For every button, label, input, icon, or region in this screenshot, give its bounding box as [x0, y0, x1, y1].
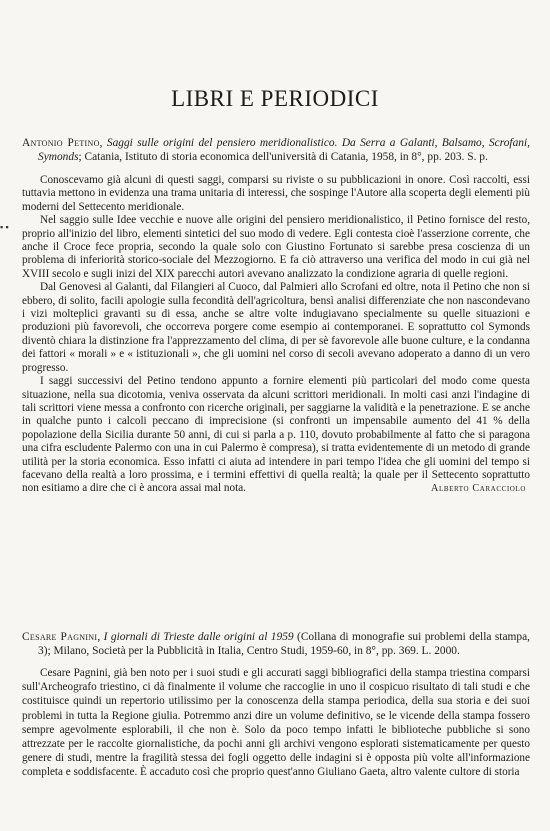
review-body: [22, 666, 530, 780]
review-paragraph: Nel saggio sulle Idee vecchie e nuove alle origini del pensiero meridionalistico, il Petino fornisce del resto, proprio all'inizio del libro, elementi sintetici del suo modo di vedere. Egli contesta cioè l'asserzione corrente, che anche il Croce fece propria, secondo la quale solo con Giustino Fortunato si sarebbe presa coscienza di un problema di inferiorità storico-sociale del Mezzogiorno. E fa ciò attraverso una verifica del modo in cui già nel XVIII secolo e sugli inizi del XIX parecchi autori avevano analizzato la condizione agraria di quelle regioni.: [22, 214, 530, 280]
review-header: Cesare Pagnini, I giornali di Trieste dalle origini al 1959 (Collana di monografie sui problemi della stampa, 3); Milano, Società per la Pubblicità in Italia, Centro Studi, 1959-60, in 8°, pp. 369. L. 2000.: [22, 631, 530, 657]
review-work-title: I giornali di Trieste dalle origini al 1959: [103, 631, 294, 643]
review-paragraph: Cesare Pagnini, già ben noto per i suoi studi e gli accurati saggi bibliografici della stampa triestina comparsi sull'Archeografo triestino, ci dà finalmente il volume che raccoglie in uno il cospicuo risultato di tali studi e che costituisce quindi un repertorio utilissimo per la conoscenza della stampa periodica, della sua storia e dei suoi problemi in tutta la Regione giulia. Potremmo anzi dire un volume definitivo, se le vicende della stampa fossero sempre agevolmente esplorabili, il che non è. Solo da poco tempo infatti le biblioteche pubbliche si sono attrezzate per le raccolte giornalistiche, da pochi anni gli archivi vengono esplorati sistematicamente per questo genere di studi, mentre la fragilità stessa dei fogli oggetto delle indagini si è opposta più volte all'informazione completa e soddisfacente. È accaduto così che proprio quest'anno Giuliano Gaeta, altro valente cultore di storia: [22, 667, 530, 779]
section-title: LIBRI E PERIODICI: [171, 86, 379, 111]
review-publication: (Collana di monografie sui problemi della stampa, 3); Milano, Società per la Pubblicità in Italia, Centro Studi, 1959-60, in 8°, pp. 369. L. 2000.: [38, 631, 530, 657]
review-paragraph: I saggi successivi del Petino tendono appunto a fornire elementi più particolari del modo come questa situazione, nella sua dicotomia, veniva osservata da alcuni scrittori meridionali. In molti casi anzi l'indagine di tali scrittori viene messa a confronto con ricerche originali, per saggiarne la validità e la penetrazione. E se anche in qualche punto i calcoli peccano di imprecisione (si confronti un impensabile aumento del 41 % della popolazione della Sicilia durante 50 anni, di cui si parla a p. 110, dovuto probabilmente al fatto che si paragona una cifra escludente Palermo con una in cui Palermo è compresa), si tratta evidentemente di un metodo di grande utilità per la storia economica. Esso infatti ci aiuta ad intendere in pari tempo l'idea che gli uomini del tempo si facevano della realtà a loro prossima, e i termini effettivi di quella realtà; la quale per il Settecento soprattutto non esitiamo a dire che ci è ancora assai mal nota.: [22, 375, 530, 495]
review-petino: [22, 137, 530, 494]
review-body: [22, 174, 530, 494]
review-author: Antonio Petino: [22, 137, 100, 149]
review-work-title: Saggi sulle origini del pensiero meridionalistico. Da Serra a Galanti, Balsamo, Scrofani, Symonds: [38, 137, 530, 163]
review-header: Antonio Petino, Saggi sulle origini del pensiero meridionalistico. Da Serra a Galanti, Balsamo, Scrofani, Symonds; Catania, Istituto di storia economica dell'università di Catania, 1958, in 8°, pp. 203. S. p.: [22, 137, 530, 163]
review-paragraph: Conoscevamo già alcuni di questi saggi, comparsi su riviste o su pubblicazioni in onore. Così raccolti, essi tuttavia mettono in evidenza una trama unitaria di interessi, che sospinge l'Autore alla scoperta degli elementi più moderni del Settecento meridionale.: [22, 174, 530, 213]
review-paragraph: Dal Genovesi al Galanti, dal Filangieri al Cuoco, dal Palmieri allo Scrofani ed oltre, nota il Petino che non si ebbero, di solito, facili apologie sulla fecondità dell'agricoltura, bensì analisi differenziate che non nascondevano i vizi molteplici gravanti su di essa, anche se altre volte indugiavano specialmente su quelle situazioni e produzioni più favorevoli, che occorreva porgere come esempio ai contemporanei. E soprattutto col Symonds diventò chiara la distinzione fra l'apprezzamento del clima, di per sè favorevole alle buone culture, e la condanna dei fattori « morali » e « istituzionali », che gli uomini nel corso di secoli avevano adoperato a danno di un vero progresso.: [22, 281, 530, 374]
signature-text: Alberto Caracciolo: [430, 482, 526, 494]
review-author: Cesare Pagnini: [22, 631, 98, 643]
review-pagnini: [22, 631, 530, 780]
margin-mark: ▪ ▪: [0, 222, 9, 232]
review-publication: ; Catania, Istituto di storia economica dell'università di Catania, 1958, in 8°, pp. 203. S. p.: [78, 150, 488, 163]
